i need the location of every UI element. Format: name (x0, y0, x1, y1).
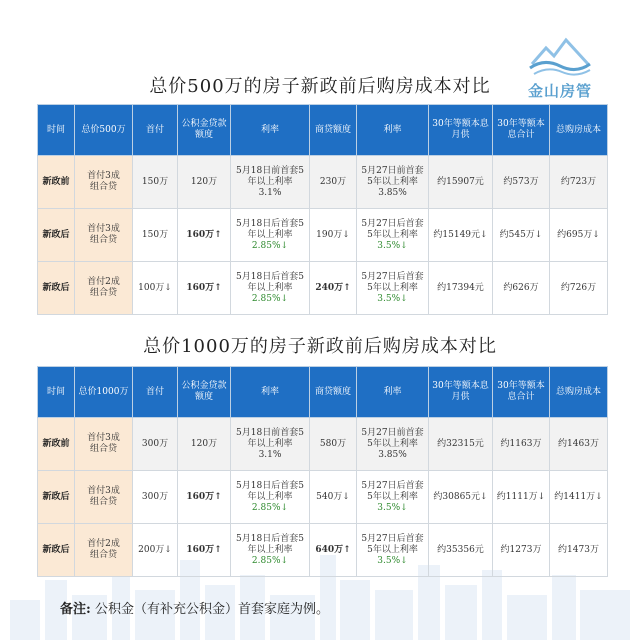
table-header-row (38, 105, 608, 156)
down-payment-cell: 150万 (133, 209, 178, 262)
monthly-payment-cell: 约15907元 (429, 156, 493, 209)
table-row (38, 209, 608, 262)
down-payment-cell: 200万↓ (133, 524, 178, 577)
pf-rate-cell: 5月18日后首套5 年以上利率 2.85%↓ (231, 471, 310, 524)
commercial-rate-cell: 5月27日后首套 5年以上利率 3.5%↓ (357, 471, 429, 524)
table-row (38, 262, 608, 315)
header-cell: 利率 (231, 367, 310, 418)
total-cost-cell: 约1463万 (550, 418, 608, 471)
header-cell: 时间 (38, 105, 75, 156)
commercial-rate-cell: 5月27日后首套 5年以上利率 3.5%↓ (357, 209, 429, 262)
plan-cell: 首付2成 组合贷 (75, 262, 133, 315)
provident-fund-cell: 160万↑ (178, 209, 231, 262)
monthly-payment-cell: 约15149元↓ (429, 209, 493, 262)
pf-rate-cell: 5月18日后首套5 年以上利率 2.85%↓ (231, 262, 310, 315)
commercial-loan-cell: 580万 (310, 418, 357, 471)
provident-fund-cell: 160万↑ (178, 471, 231, 524)
provident-fund-cell: 120万 (178, 418, 231, 471)
commercial-rate-cell: 5月27日后首套 5年以上利率 3.5%↓ (357, 262, 429, 315)
interest-total-cell: 约545万↓ (493, 209, 550, 262)
commercial-loan-cell: 230万 (310, 156, 357, 209)
mountain-wave-icon (528, 34, 592, 76)
header-cell: 利率 (231, 105, 310, 156)
pf-rate-cell: 5月18日前首套5 年以上利率 3.1% (231, 418, 310, 471)
table-title-1000: 总价1000万的房子新政前后购房成本对比 (143, 336, 497, 357)
down-payment-cell: 300万 (133, 471, 178, 524)
monthly-payment-cell: 约35356元 (429, 524, 493, 577)
header-cell: 总价1000万 (75, 367, 133, 418)
commercial-rate-cell: 5月27日前首套 5年以上利率 3.85% (357, 418, 429, 471)
header-cell: 商贷额度 (310, 105, 357, 156)
comparison-table-1000 (37, 366, 608, 577)
era-cell: 新政前 (38, 156, 75, 209)
logo-text: 金山房管 (527, 82, 592, 100)
total-cost-cell: 约695万↓ (550, 209, 608, 262)
monthly-payment-cell: 约17394元 (429, 262, 493, 315)
header-cell: 总购房成本 (550, 367, 608, 418)
down-payment-cell: 150万 (133, 156, 178, 209)
table-row (38, 156, 608, 209)
plan-cell: 首付3成 组合贷 (75, 418, 133, 471)
footnote-label: 备注: (60, 602, 91, 617)
header-cell: 商贷额度 (310, 367, 357, 418)
header-cell: 公积金贷款额度 (178, 367, 231, 418)
total-cost-cell: 约1411万↓ (550, 471, 608, 524)
commercial-loan-cell: 640万↑ (310, 524, 357, 577)
header-cell: 30年等额本息月供 (429, 367, 493, 418)
total-cost-cell: 约723万 (550, 156, 608, 209)
provident-fund-cell: 160万↑ (178, 262, 231, 315)
era-cell: 新政后 (38, 262, 75, 315)
table-row (38, 524, 608, 577)
down-payment-cell: 300万 (133, 418, 178, 471)
header-cell: 30年等额本息合计 (493, 367, 550, 418)
monthly-payment-cell: 约30865元↓ (429, 471, 493, 524)
era-cell: 新政后 (38, 209, 75, 262)
era-cell: 新政后 (38, 471, 75, 524)
interest-total-cell: 约573万 (493, 156, 550, 209)
footnote (60, 598, 329, 617)
header-cell: 30年等额本息合计 (493, 105, 550, 156)
header-cell: 时间 (38, 367, 75, 418)
header-cell: 总购房成本 (550, 105, 608, 156)
header-cell: 30年等额本息月供 (429, 105, 493, 156)
down-payment-cell: 100万↓ (133, 262, 178, 315)
monthly-payment-cell: 约32315元 (429, 418, 493, 471)
interest-total-cell: 约626万 (493, 262, 550, 315)
pf-rate-cell: 5月18日前首套5 年以上利率 3.1% (231, 156, 310, 209)
pf-rate-cell: 5月18日后首套5 年以上利率 2.85%↓ (231, 524, 310, 577)
pf-rate-cell: 5月18日后首套5 年以上利率 2.85%↓ (231, 209, 310, 262)
provident-fund-cell: 160万↑ (178, 524, 231, 577)
comparison-table-500 (37, 104, 608, 315)
era-cell: 新政前 (38, 418, 75, 471)
commercial-rate-cell: 5月27日后首套 5年以上利率 3.5%↓ (357, 524, 429, 577)
plan-cell: 首付3成 组合贷 (75, 471, 133, 524)
table-row (38, 418, 608, 471)
total-cost-cell: 约726万 (550, 262, 608, 315)
total-cost-cell: 约1473万 (550, 524, 608, 577)
header-cell: 首付 (133, 367, 178, 418)
plan-cell: 首付3成 组合贷 (75, 209, 133, 262)
commercial-loan-cell: 240万↑ (310, 262, 357, 315)
interest-total-cell: 约1163万 (493, 418, 550, 471)
plan-cell: 首付3成 组合贷 (75, 156, 133, 209)
table-title-500: 总价500万的房子新政前后购房成本对比 (149, 76, 491, 97)
commercial-loan-cell: 190万↓ (310, 209, 357, 262)
interest-total-cell: 约1273万 (493, 524, 550, 577)
commercial-loan-cell: 540万↓ (310, 471, 357, 524)
table-row (38, 471, 608, 524)
table-header-row (38, 367, 608, 418)
era-cell: 新政后 (38, 524, 75, 577)
footnote-text: 公积金（有补充公积金）首套家庭为例。 (94, 602, 329, 617)
provident-fund-cell: 120万 (178, 156, 231, 209)
header-cell: 总价500万 (75, 105, 133, 156)
header-cell: 公积金贷款额度 (178, 105, 231, 156)
header-cell: 利率 (357, 105, 429, 156)
commercial-rate-cell: 5月27日前首套 5年以上利率 3.85% (357, 156, 429, 209)
interest-total-cell: 约1111万↓ (493, 471, 550, 524)
header-cell: 利率 (357, 367, 429, 418)
plan-cell: 首付2成 组合贷 (75, 524, 133, 577)
header-cell: 首付 (133, 105, 178, 156)
